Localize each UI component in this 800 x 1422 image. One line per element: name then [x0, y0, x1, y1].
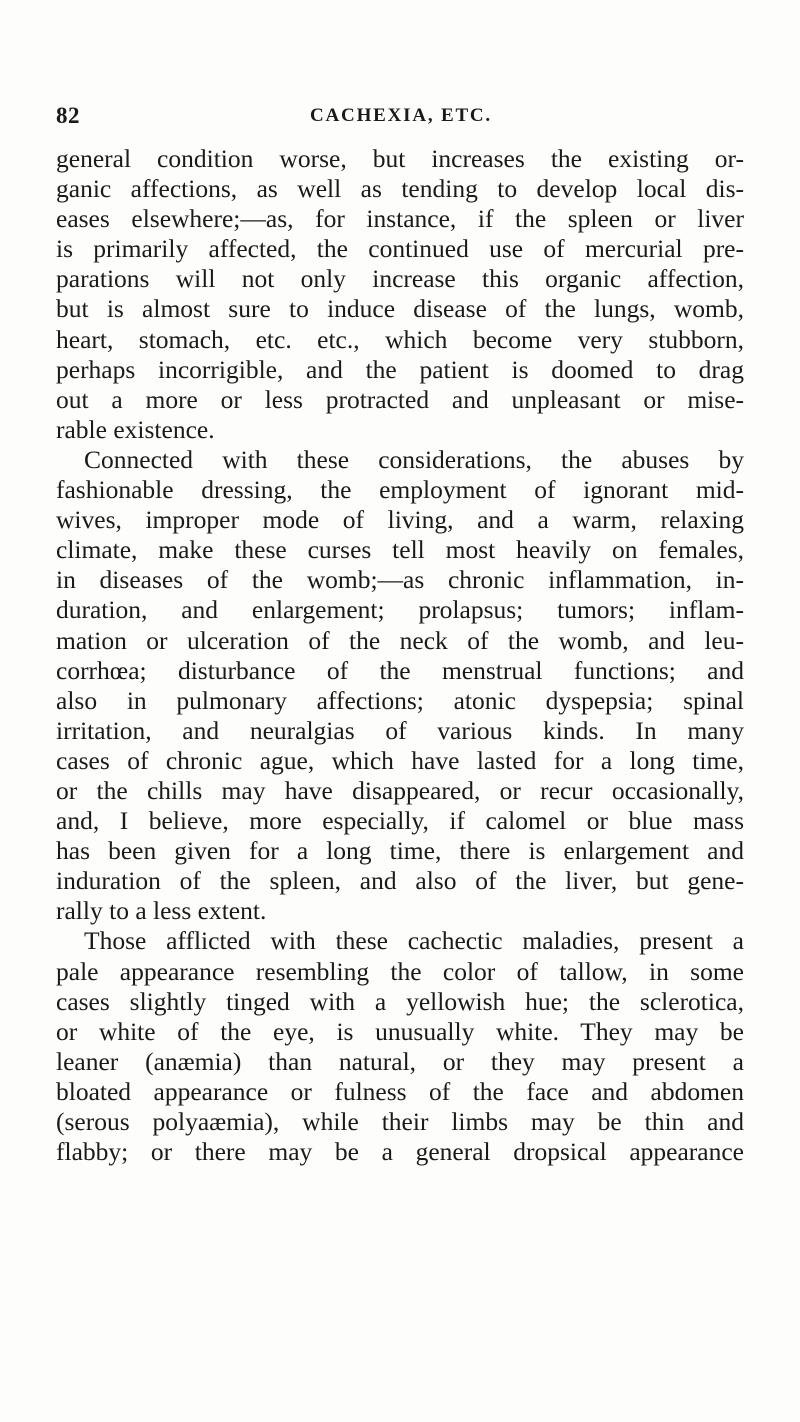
text-line: induration of the spleen, and also of the liver, but gene-: [56, 866, 744, 896]
text-line: (serous polyaæmia), while their limbs may be thin and: [56, 1107, 744, 1136]
text-line: pale appearance resembling the color of tallow, in some: [56, 956, 744, 986]
text-line: wives, improper mode of living, and a warm, relaxing: [56, 505, 744, 535]
page-number: 82: [56, 103, 80, 128]
text-line: leaner (anæmia) than natural, or they may present a: [56, 1046, 744, 1076]
page-header: [56, 103, 746, 133]
text-line: flabby; or there may be a general dropsical appearance: [56, 1137, 744, 1167]
text-line: ganic affections, as well as tending to develop local dis-: [56, 174, 744, 204]
text-line: fashionable dressing, the employment of ignorant mid-: [56, 475, 744, 505]
text-line: cases of chronic ague, which have lasted for a long time,: [56, 745, 744, 775]
running-head: CACHEXIA, ETC.: [310, 105, 492, 126]
text-line: or the chills may have disappeared, or recur occasionally,: [56, 775, 744, 805]
text-line: out a more or less protracted and unpleasant or mise-: [56, 384, 744, 414]
paragraph-start-line: Connected with these considerations, the abuses by: [84, 444, 744, 474]
text-line: heart, stomach, etc. etc., which become very stubborn,: [56, 324, 744, 354]
paragraph-end-line: rable existence.: [56, 414, 215, 444]
paragraph-end-line: rally to a less extent.: [56, 896, 267, 926]
text-line: climate, make these curses tell most heavily on females,: [56, 535, 744, 565]
body-text: [56, 144, 744, 1167]
text-line: also in pulmonary affections; atonic dyspepsia; spinal: [56, 685, 744, 715]
text-line: is primarily affected, the continued use of mercurial pre-: [56, 234, 744, 264]
text-line: parations will not only increase this organic affection,: [56, 264, 744, 294]
text-line: perhaps incorrigible, and the patient is doomed to drag: [56, 354, 744, 384]
text-line: cases slightly tinged with a yellowish hue; the sclerotica,: [56, 986, 744, 1016]
text-line: duration, and enlargement; prolapsus; tumors; inflam-: [56, 595, 744, 625]
text-line: mation or ulceration of the neck of the womb, and leu-: [56, 625, 744, 655]
text-line: in diseases of the womb;—as chronic inflammation, in-: [56, 565, 744, 595]
text-line: or white of the eye, is unusually white. They may be: [56, 1016, 744, 1046]
text-line: general condition worse, but increases the existing or-: [56, 144, 744, 173]
text-line: has been given for a long time, there is enlargement and: [56, 836, 744, 866]
paragraph-start-line: Those afflicted with these cachectic maladies, present a: [84, 926, 744, 956]
text-line: corrhœa; disturbance of the menstrual functions; and: [56, 655, 744, 685]
text-line: bloated appearance or fulness of the face and abdomen: [56, 1076, 744, 1106]
text-line: eases elsewhere;—as, for instance, if the spleen or liver: [56, 204, 744, 234]
text-line: irritation, and neuralgias of various kinds. In many: [56, 715, 744, 745]
text-line: and, I believe, more especially, if calomel or blue mass: [56, 806, 744, 836]
text-line: but is almost sure to induce disease of the lungs, womb,: [56, 294, 744, 324]
